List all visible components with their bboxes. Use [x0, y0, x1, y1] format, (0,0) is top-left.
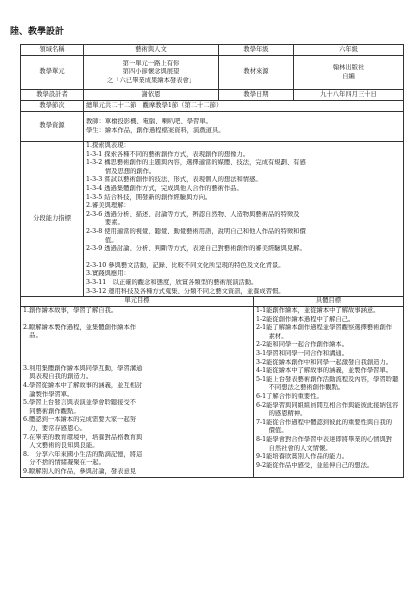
- specific-goals-header: 具體目標: [254, 297, 404, 307]
- unit-goals-header: 單元目標: [21, 297, 254, 307]
- source-label: 教材來源: [219, 56, 294, 90]
- unit-value: 第一單元一路上有你 第四小節懷念與展望 之「六已畢業成果繪本發表會」: [84, 56, 219, 90]
- grade-value: 六年級: [294, 45, 404, 56]
- lesson-plan-table: [20, 44, 404, 478]
- date-value: 九十八年四月三十日: [294, 90, 404, 101]
- resources-value: 教師：單槍投影機、電腦、喇叭吧、學習單。 學生：繪本作品，創作過程檔案資料，演戲道具。: [84, 112, 404, 142]
- specific-goals-list: 1-1能創作繪本，並從繪本中了解故事涵意。 1-2能從創作繪本過程中了解自己。 2-1能了解繪本創作過程並學習觀察選擇藝術創作 素材。 2-2能和同學一起合作創作繪本。 3-1學習和同學一同合作和溝通。 3-2能從繪本創作中和同學一起激發自我創造力。 4-1能從繪本中了解故事的涵義，並製作學習單。 5-1能上台發表藝術創作活動流程及內容，學習聆聽 不同想法之藝術創作觀點。 6-1了解合作的重要性。 6-2能學習與同組組員間互相合作與能彼此接納包容 的感恩精神。 7-1能從合作過程中體認到彼此的重要性與自我的 價值。 8-1能學會對合作學習中表達即將畢業的心情與對 自然社會的人文情懷。 9-1能培養欣賞別人作品的能力。 9-2能從作品中感受，並延伸自己的想法。: [254, 307, 404, 478]
- indicators-label: 分段能力指標: [21, 142, 84, 297]
- field-value: 藝術與人文: [84, 45, 219, 56]
- source-value: 翰林出版社 自編: [294, 56, 404, 90]
- periods-label: 教學節次: [21, 101, 84, 112]
- grade-label: 教學年級: [219, 45, 294, 56]
- unit-label: 教學單元: [21, 56, 84, 90]
- section-heading: 陸、教學設計: [10, 27, 65, 37]
- resources-label: 教學資源: [21, 112, 84, 142]
- designer-value: 謝依恩: [84, 90, 219, 101]
- designer-label: 教學設計者: [21, 90, 84, 101]
- periods-value: 總單元共二十二節 觀摩教學1節（第二十二節）: [84, 101, 404, 112]
- date-label: 教學日期: [219, 90, 294, 101]
- indicators-value: 1.探索與表現： 1-3-1 探索各種不同的藝術創作方式，表現創作的想像力。 1-3-2 構思藝術創作的主題與內容，選擇適當的媒體、技法，完成有規劃、有感 情及思想的創作。 1-3-3 嘗試以藝術創作的技法、形式，表現個人的想法和情感。 1-3-4 透過集體創作方式，完成與他人合作的藝術作品。 1-3-5 結合科技，開發新的創作經驗與方向。 2.審美與理解： 2-3-6 透過分析、描述、討論等方式，辨認自然物、人造物與藝術品的特徵及 要素。 2-3-8 使用適當的視覺、聽覺、動覺藝術用語，說明自己和他人作品的特徵和價 值。 2-3-9 透過討論、分析、判斷等方式，表達自己對藝術創作的審美經驗與見解。 2-3-10 參與藝文活動，記錄、比較不同文化所呈現的特色及文化背景。 3.實踐與應用： 3-3-11 以正確的觀念和態度，欣賞各類型的藝術展演活動。 3-3-12 運用科技及各種方式蒐集、分類不同之藝文資訊，並養成習慣。: [84, 142, 404, 297]
- field-label: 領域名稱: [21, 45, 84, 56]
- unit-goals-list: 1.創作繪本故事，學習了解自我。 2.瞭解繪本製作過程，並集體創作繪本作 品。 3.利用集體創作繪本與同學互動，學習溝通 與表現自我的創造力。 4.學習從繪本中了解故事的涵義，並互相討 論製作學習單。 5.學習上台發言與表演並學會聆聽接受不 同藝術創作觀點。 6.體認到一本繪本的完成需要大家一起努 力，要常存感恩心。 7.在畢業的教育環境中，培養對品格教育與 人文藝術的良知與良能。 8. 分享六年來國小生活的點滴記憶，將這 分不捨的情緒凝聚在一起。 9.瞭解別人的作品，參與討論，發表意見: [21, 307, 254, 478]
